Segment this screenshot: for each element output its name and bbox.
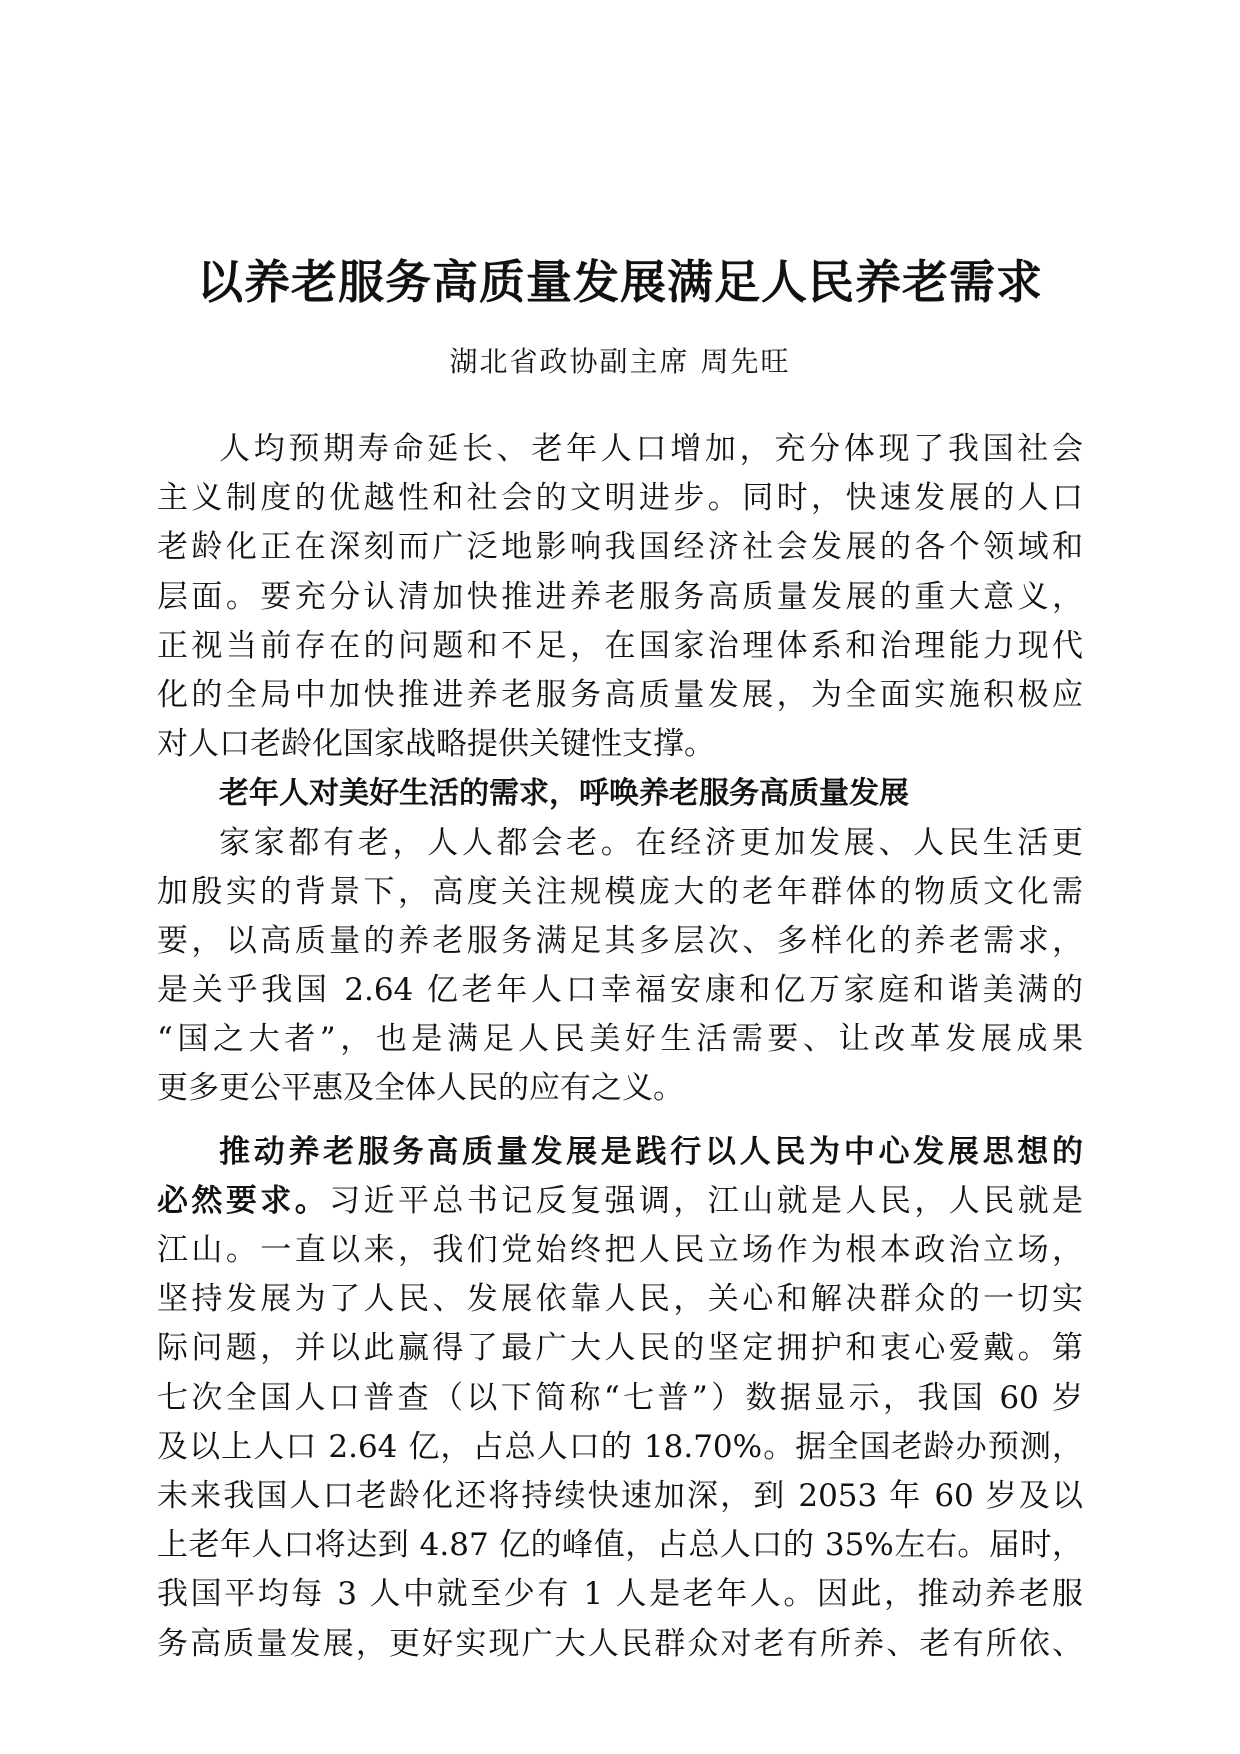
paragraph-gap (157, 1114, 1083, 1128)
text-line: 江山。一直以来，我们党始终把人民立场作为根本政治立场， (157, 1232, 1083, 1268)
text-line: 家家都有老，人人都会老。在经济更加发展、人民生活更 (219, 824, 1083, 861)
paragraph-intro (157, 425, 1083, 769)
text-line: 要，以高质量的养老服务满足其多层次、多样化的养老需求， (157, 922, 1083, 959)
text-line: 际问题，并以此赢得了最广大人民的坚定拥护和衷心爱戴。第 (157, 1330, 1083, 1367)
paragraph-requirement (157, 1128, 1083, 1669)
paragraph-demand (157, 819, 1083, 1114)
text-line: 务高质量发展，更好实现广大人民群众对老有所养、老有所依、 (157, 1625, 1083, 1662)
text-line: 我国平均每 3 人中就至少有 1 人是老年人。因此，推动养老服 (157, 1576, 1083, 1613)
text-line: 主义制度的优越性和社会的文明进步。同时，快速发展的人口 (157, 480, 1083, 517)
text-line: 更多更公平惠及全体人民的应有之义。 (157, 1070, 684, 1107)
text-line: 是关乎我国 2.64 亿老年人口幸福安康和亿万家庭和谐美满的 (157, 972, 1083, 1009)
article-title: 以养老服务高质量发展满足人民养老需求 (197, 255, 1043, 309)
text-line: 及以上人口 2.64 亿，占总人口的 18.70%。据全国老龄办预测， (157, 1428, 1083, 1465)
section-heading: 老年人对美好生活的需求，呼唤养老服务高质量发展 (219, 776, 909, 812)
text-line: 未来我国人口老龄化还将持续快速加深，到 2053 年 60 岁及以 (157, 1477, 1083, 1514)
text-line: “国之大者”，也是满足人民美好生活需要、让改革发展成果 (157, 1021, 1083, 1058)
article-body (157, 425, 1083, 1669)
text-line (157, 1177, 1083, 1226)
text-line: 坚持发展为了人民、发展依靠人民，关心和解决群众的一切实 (157, 1281, 1083, 1318)
text-line: 加殷实的背景下，高度关注规模庞大的老年群体的物质文化需 (157, 873, 1083, 910)
text-line: 老龄化正在深刻而广泛地影响我国经济社会发展的各个领域和 (157, 529, 1083, 566)
text-line: 七次全国人口普查（以下简称“七普”）数据显示，我国 60 岁 (157, 1379, 1083, 1416)
text-line: 对人口老龄化国家战略提供关键性支撑。 (157, 726, 715, 763)
article-author: 湖北省政协副主席 周先旺 (449, 345, 791, 378)
text-line: 人均预期寿命延长、老年人口增加，充分体现了我国社会 (219, 431, 1083, 467)
text-run: 习近平总书记反复强调，江山就是人民，人民就是 (329, 1182, 1084, 1219)
bold-lead-text: 必然要求。 (157, 1182, 330, 1219)
text-line: 层面。要充分认清加快推进养老服务高质量发展的重大意义， (157, 578, 1083, 615)
bold-lead-line: 推动养老服务高质量发展是践行以人民为中心发展思想的 (219, 1133, 1083, 1170)
text-line: 化的全局中加快推进养老服务高质量发展，为全面实施积极应 (157, 676, 1083, 713)
text-line: 正视当前存在的问题和不足，在国家治理体系和治理能力现代 (157, 627, 1083, 664)
text-line: 上老年人口将达到 4.87 亿的峰值，占总人口的 35%左右。届时， (157, 1527, 1083, 1564)
